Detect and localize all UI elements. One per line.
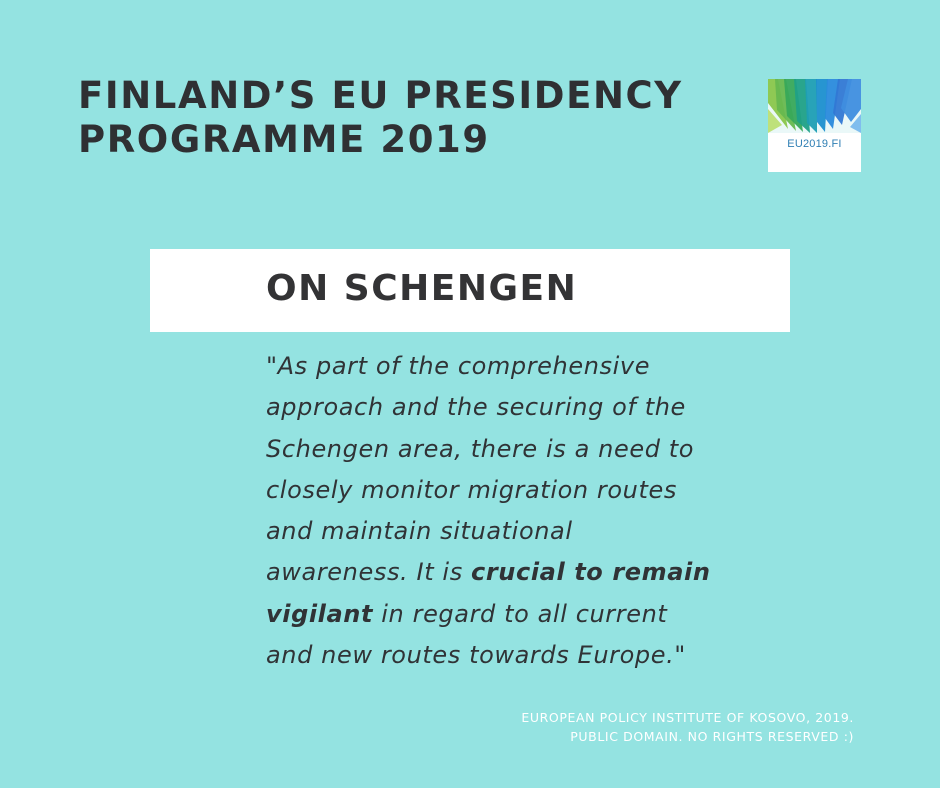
title-line-2: PROGRAMME 2019 (78, 118, 490, 161)
quote-emphasis: crucial to remain vigilant (266, 558, 711, 628)
footer-credit (424, 708, 854, 746)
eu2019fi-logo (768, 79, 861, 172)
footer-line-1: EUROPEAN POLICY INSTITUTE OF KOSOVO, 2019. (521, 710, 854, 725)
heading-panel (150, 249, 790, 332)
quote-part-2: in regard to all current and new routes towards Europe." (266, 599, 686, 670)
footer-line-2: PUBLIC DOMAIN. NO RIGHTS RESERVED :) (570, 729, 854, 744)
logo-text: EU2019.FI (787, 138, 842, 150)
eu2019fi-logo-icon (768, 79, 861, 133)
quote-text (266, 346, 716, 676)
section-heading: ON SCHENGEN (266, 268, 578, 309)
title-line-1: FINLAND’S EU PRESIDENCY (78, 74, 683, 117)
page-title (78, 74, 718, 162)
quote-part-1: "As part of the comprehensive approach and the securing of the Schengen area, there is a need to closely monitor migration routes and maintain situational awareness. It is (266, 352, 695, 587)
